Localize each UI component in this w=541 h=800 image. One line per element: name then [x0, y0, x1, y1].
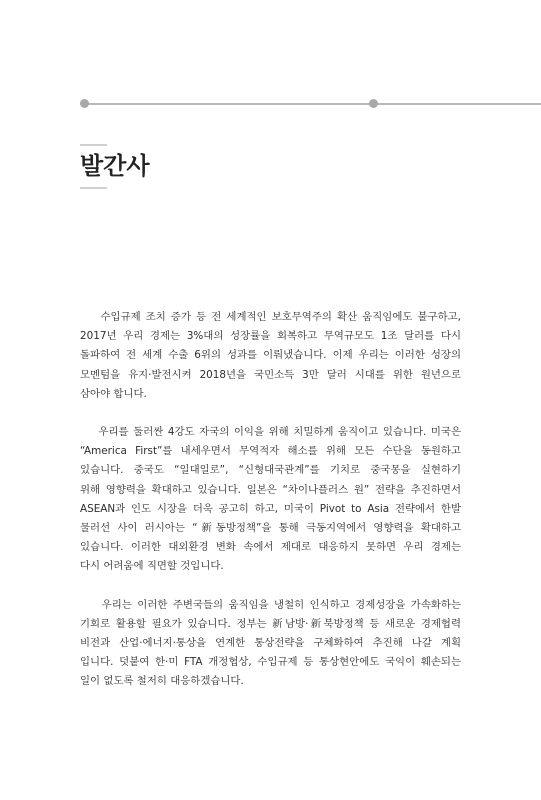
page-title: 발간사: [80, 152, 150, 180]
text-line: 다시 어려움에 직면할 것입니다.: [80, 560, 224, 573]
text-line: “America First”를 내세우면서 무역적자 해소를 위해 모든 수단을 동원하고: [80, 445, 461, 458]
title-accent-bottom: [80, 187, 107, 189]
header-rule: [85, 103, 541, 105]
header-rule-dot-middle: [369, 99, 378, 108]
text-line: 우리를 둘러싼 4강도 자국의 이익을 위해 치밀하게 움직이고 있습니다. 미국은: [80, 426, 461, 439]
text-line: 수입규제 조치 증가 등 전 세계적인 보호무역주의 확산 움직임에도 불구하고,: [80, 311, 461, 323]
text-line: 위해 영향력을 확대하고 있습니다. 일본은 “차이나플러스 원” 전략을 추진하면서: [80, 483, 461, 496]
text-line: 물러선 사이 러시아는 “新동방정책”을 통해 극동지역에서 영향력을 확대하고: [80, 522, 461, 535]
text-line: 모멘텀을 유지·발전시켜 2018년을 국민소득 3만 달러 시대를 위한 원년으로: [80, 368, 461, 381]
text-line: 있습니다. 중국도 “일대일로”, “신형대국관계”를 기치로 중국몽을 실현하기: [80, 464, 461, 477]
header-rule-dot-left: [80, 99, 89, 108]
text-line: 돌파하여 전 세계 수출 6위의 성과를 이뤄냈습니다. 이제 우리는 이러한 성장의: [80, 349, 461, 362]
text-line: ASEAN과 인도 시장을 더욱 공고히 하고, 미국이 Pivot to Asia 전략에서 한발: [80, 502, 461, 515]
text-line: 일이 없도록 철저히 대응하겠습니다.: [80, 675, 244, 688]
body-text: [80, 308, 461, 711]
paragraph-3: [80, 596, 461, 692]
text-line: 비전과 산업·에너지·통상을 연계한 통상전략을 구체화하여 추진해 나갈 계획: [80, 637, 461, 650]
text-line: 우리는 이러한 주변국들의 움직임을 냉철히 인식하고 경제성장을 가속화하는: [80, 598, 461, 611]
text-line: 기회로 활용할 필요가 있습니다. 정부는 新남방·新북방정책 등 새로운 경제협력: [80, 617, 461, 630]
paragraph-2: [80, 423, 461, 577]
text-line: 입니다. 덧붙여 한·미 FTA 개정협상, 수입규제 등 통상현안에도 국익이 훼손되는: [80, 656, 461, 669]
text-line: 2017년 우리 경제는 3%대의 성장률을 회복하고 무역규모도 1조 달러를 다시: [80, 330, 461, 343]
title-accent-top: [80, 144, 107, 146]
text-line: 삼아야 합니다.: [80, 387, 147, 400]
text-line: 있습니다. 이러한 대외환경 변화 속에서 제대로 대응하지 못하면 우리 경제는: [80, 541, 461, 554]
paragraph-1: [80, 308, 461, 404]
